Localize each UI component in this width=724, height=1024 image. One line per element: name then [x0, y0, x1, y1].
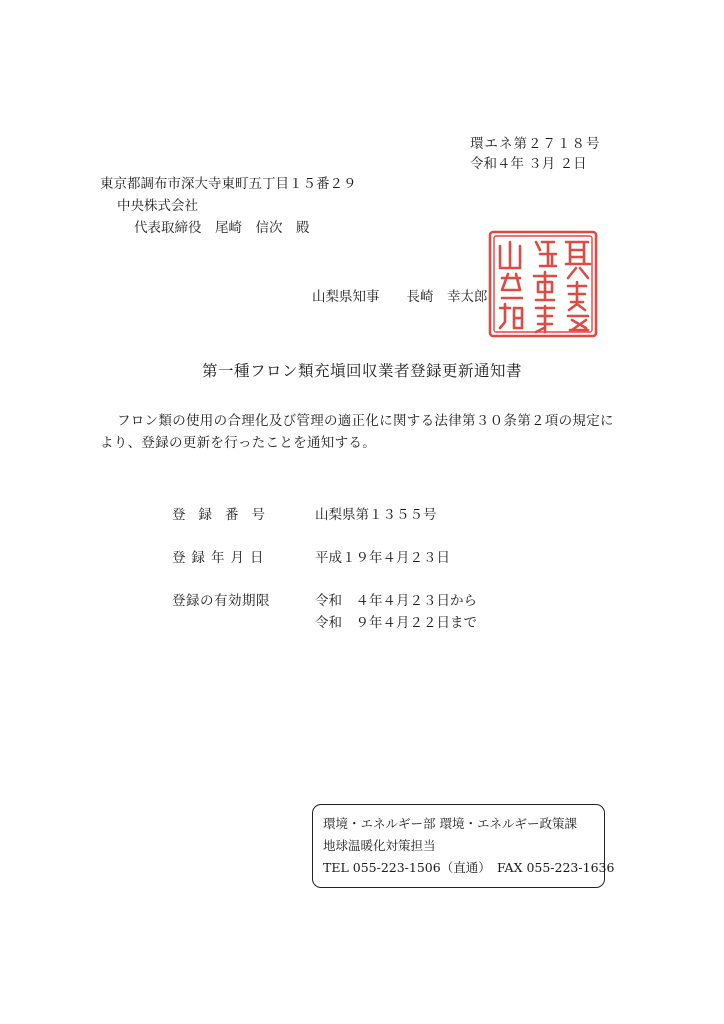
contact-department: 環境・エネルギー部 環境・エネルギー政策課: [323, 816, 577, 831]
registration-number-value: 山梨県第１３５５号: [315, 507, 437, 523]
document-number: 環エネ第２７１８号: [470, 136, 601, 152]
validity-from-value: 令和 ４年４月２３日から: [315, 593, 477, 609]
contact-phone-fax: TEL 055-223-1506（直通） FAX 055-223-1636: [323, 860, 615, 875]
document-date: 令和４年 ３月 ２日: [470, 156, 587, 172]
recipient-address: 東京都調布市深大寺東町五丁目１５番２９: [100, 176, 357, 192]
recipient-company: 中央株式会社: [117, 198, 198, 214]
registration-date-value: 平成１９年４月２３日: [315, 550, 450, 566]
document-title: 第一種フロン類充塡回収業者登録更新通知書: [201, 362, 522, 380]
validity-period-label: 登録の有効期限: [172, 593, 270, 609]
sender-name: 山梨県知事 長崎 幸太郎: [312, 289, 488, 305]
official-seal-stamp: [486, 228, 600, 340]
contact-section: 地球温暖化対策担当: [323, 838, 436, 853]
registration-number-label: 登録番号: [172, 507, 278, 523]
contact-info-box: [312, 804, 615, 888]
registration-date-label: 登録年月日: [172, 550, 270, 566]
body-paragraph: フロン類の使用の合理化及び管理の適正化に関する法律第３０条第２項の規定により、登録の更新を行ったことを通知する。: [100, 413, 614, 451]
validity-to-value: 令和 ９年４月２２日まで: [315, 615, 477, 631]
recipient-representative: 代表取締役 尾崎 信次 殿: [134, 220, 310, 236]
